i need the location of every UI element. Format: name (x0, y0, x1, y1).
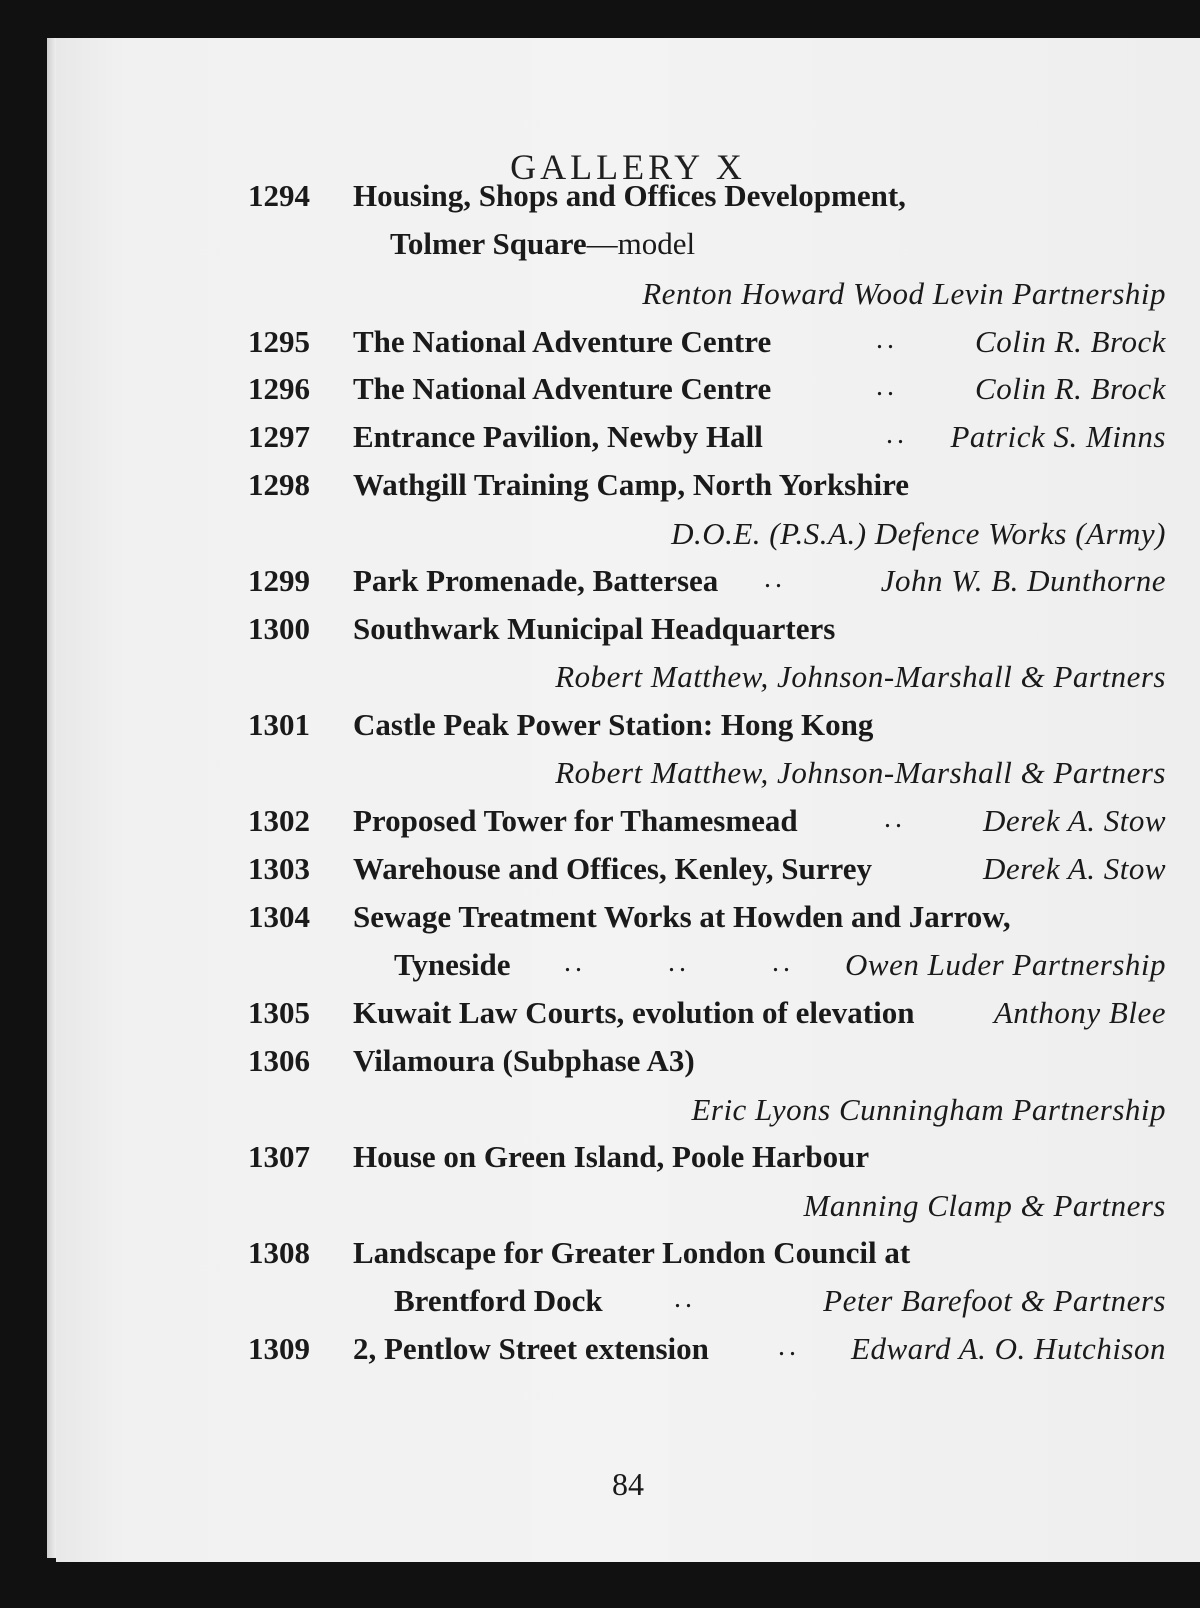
catalogue-entry (56, 324, 1200, 364)
entry-continuation (56, 1283, 1200, 1323)
entry-number: 1294 (248, 178, 310, 213)
entry-author: John W. B. Dunthorne (880, 563, 1166, 598)
entry-title: Park Promenade, Battersea (353, 563, 719, 598)
entry-title: Entrance Pavilion, Newby Hall (353, 419, 763, 454)
entry-author: Patrick S. Minns (950, 419, 1166, 454)
catalogue-entry (56, 1139, 1200, 1179)
entry-author-line (56, 276, 1200, 316)
entry-title-continuation: Brentford Dock (394, 1283, 603, 1318)
entry-number: 1302 (248, 803, 310, 838)
leader-dots: .. (674, 1283, 696, 1314)
entry-author: D.O.E. (P.S.A.) Defence Works (Army) (671, 516, 1166, 551)
entry-number: 1296 (248, 371, 310, 406)
catalogue-entry (56, 995, 1200, 1035)
entry-author: Peter Barefoot & Partners (823, 1283, 1166, 1318)
entry-title: Castle Peak Power Station: Hong Kong (353, 707, 874, 742)
leader-dots: .. (876, 324, 898, 355)
entry-title: The National Adventure Centre (353, 371, 772, 406)
entry-title: Southwark Municipal Headquarters (353, 611, 836, 646)
entry-number: 1297 (248, 419, 310, 454)
entry-author: Manning Clamp & Partners (803, 1188, 1166, 1223)
entry-number: 1300 (248, 611, 310, 646)
entry-author-line (56, 1188, 1200, 1228)
entry-title: Landscape for Greater London Council at (353, 1235, 911, 1270)
entry-title: Housing, Shops and Offices Development, (353, 178, 906, 213)
entry-author: Robert Matthew, Johnson-Marshall & Partners (555, 755, 1166, 790)
entry-author: Colin R. Brock (975, 371, 1166, 406)
leader-dots: .. (778, 1331, 800, 1362)
catalogue-entry (56, 899, 1200, 939)
entry-number: 1304 (248, 899, 310, 934)
catalogue-entry (56, 371, 1200, 411)
entry-title: 2, Pentlow Street extension (353, 1331, 709, 1366)
catalogue-entry (56, 1331, 1200, 1371)
entry-title: Wathgill Training Camp, North Yorkshire (353, 467, 910, 502)
entry-author: Anthony Blee (993, 995, 1166, 1030)
leader-dots: .. (772, 947, 794, 978)
entry-title: Proposed Tower for Thamesmead (353, 803, 798, 838)
entry-author-line (56, 516, 1200, 556)
entry-title: The National Adventure Centre (353, 324, 772, 359)
catalogue-entry (56, 419, 1200, 459)
entry-author-line (56, 1092, 1200, 1132)
leader-dots: .. (884, 803, 906, 834)
entry-author-line (56, 659, 1200, 699)
leader-dots: .. (886, 419, 908, 450)
entry-author: Derek A. Stow (983, 851, 1166, 886)
entry-title: Kuwait Law Courts, evolution of elevation (353, 995, 915, 1030)
gallery-title: GALLERY X (510, 147, 746, 187)
entry-title: Vilamoura (Subphase A3) (353, 1043, 695, 1078)
entry-title: Sewage Treatment Works at Howden and Jarrow, (353, 899, 1011, 934)
entry-number: 1305 (248, 995, 310, 1030)
catalogue-entry (56, 563, 1200, 603)
entry-number: 1301 (248, 707, 310, 742)
entry-author: Robert Matthew, Johnson-Marshall & Partners (555, 659, 1166, 694)
catalogue-entry (56, 467, 1200, 507)
leader-dots: .. (564, 947, 586, 978)
catalogue-entry (56, 178, 1200, 218)
entry-continuation (56, 947, 1200, 987)
entry-author: Renton Howard Wood Levin Partnership (642, 276, 1166, 311)
leader-dots: .. (668, 947, 690, 978)
entry-number: 1303 (248, 851, 310, 886)
entry-author: Owen Luder Partnership (845, 947, 1166, 982)
entry-author-line (56, 755, 1200, 795)
catalogue-entry (56, 707, 1200, 747)
catalogue-entry (56, 851, 1200, 891)
entry-author: Colin R. Brock (975, 324, 1166, 359)
leader-dots: .. (764, 563, 786, 594)
entry-continuation (56, 226, 1200, 266)
entry-author: Derek A. Stow (983, 803, 1166, 838)
entry-title-continuation: Tolmer Square—model (390, 226, 696, 261)
entry-number: 1299 (248, 563, 310, 598)
entry-number: 1307 (248, 1139, 310, 1174)
catalogue-entry (56, 1043, 1200, 1083)
leader-dots: .. (876, 371, 898, 402)
book-page (56, 38, 1200, 1562)
entry-title: Warehouse and Offices, Kenley, Surrey (353, 851, 872, 886)
catalogue-entry (56, 611, 1200, 651)
entry-author: Edward A. O. Hutchison (851, 1331, 1166, 1366)
entry-number: 1306 (248, 1043, 310, 1078)
entry-number: 1298 (248, 467, 310, 502)
entry-title-continuation: Tyneside (394, 947, 511, 982)
entry-author: Eric Lyons Cunningham Partnership (691, 1092, 1166, 1127)
entry-number: 1295 (248, 324, 310, 359)
catalogue-entry (56, 1235, 1200, 1275)
entry-number: 1309 (248, 1331, 310, 1366)
catalogue-entry (56, 803, 1200, 843)
page-number: 84 (612, 1466, 644, 1502)
entry-title: House on Green Island, Poole Harbour (353, 1139, 870, 1174)
entry-number: 1308 (248, 1235, 310, 1270)
